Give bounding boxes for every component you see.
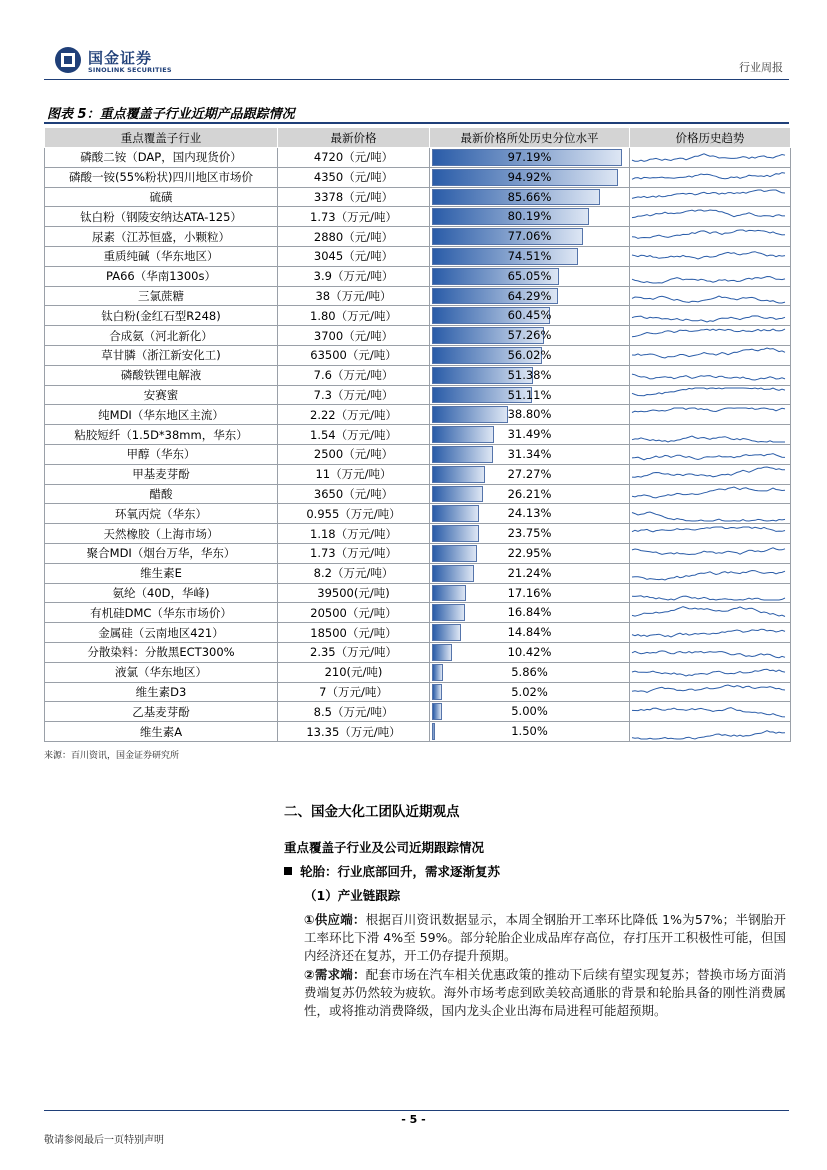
percentile-cell — [430, 524, 630, 544]
percentile-label: 22.95% — [507, 545, 552, 560]
table-row — [45, 662, 791, 682]
figure-title: 图表 5：重点覆盖子行业近期产品跟踪情况 — [47, 107, 295, 122]
sparkline — [630, 287, 788, 305]
sparkline — [630, 624, 788, 642]
product-name: 钛白粉（钢陵安纳达ATA-125） — [45, 207, 278, 227]
product-name: 甲醇（华东） — [45, 444, 278, 464]
table-row — [45, 345, 791, 365]
sparkline-path — [632, 629, 785, 637]
sparkline-path — [632, 388, 785, 396]
percentile-cell — [430, 286, 630, 306]
price-trend-cell — [630, 722, 791, 742]
table-row — [45, 603, 791, 623]
price-trend-cell — [630, 246, 791, 266]
percentile-cell — [430, 484, 630, 504]
latest-price: 210(元/吨) — [278, 662, 430, 682]
sparkline — [630, 703, 788, 721]
percentile-label: 31.34% — [507, 446, 552, 461]
table-row — [45, 623, 791, 643]
sparkline — [630, 426, 788, 444]
sparkline-path — [632, 252, 785, 259]
demand-text: 配套市场在汽车相关优惠政策的推动下后续有望实现复苏；替换市场方面消费端复苏仍然较为疲软。海外市场考虑到欧美较高通胀的背景和轮胎具备的刚性消费属性，或将推动消费降级，国内龙头企业出海布局进程可能超预期。 — [304, 967, 786, 1018]
sparkline-path — [632, 436, 785, 442]
table-row — [45, 563, 791, 583]
product-name: 尿素（江苏恒盛，小颗粒） — [45, 227, 278, 247]
table-row — [45, 504, 791, 524]
price-trend-cell — [630, 227, 791, 247]
latest-price: 2880（元/吨） — [278, 227, 430, 247]
sparkline-path — [632, 296, 785, 303]
supply-paragraph — [304, 911, 786, 965]
percentile-label: 77.06% — [507, 229, 552, 244]
demand-label: ②需求端： — [304, 967, 366, 982]
price-trend-cell — [630, 484, 791, 504]
percentile-label: 17.16% — [507, 585, 552, 600]
percentile-label: 85.66% — [507, 189, 552, 204]
percentile-cell — [430, 385, 630, 405]
sparkline-path — [632, 316, 785, 322]
latest-price: 1.80（万元/吨） — [278, 306, 430, 326]
table-row — [45, 266, 791, 286]
percentile-cell — [430, 227, 630, 247]
product-name: 维生素E — [45, 563, 278, 583]
sparkline-path — [632, 651, 785, 658]
percentile-cell — [430, 187, 630, 207]
sparkline-path — [632, 190, 785, 198]
sparkline — [630, 643, 788, 661]
latest-price: 4720（元/吨） — [278, 148, 430, 168]
figure-source: 来源：百川资讯，国金证券研究所 — [44, 751, 180, 761]
logo-text-en: SINOLINK SECURITIES — [88, 66, 172, 74]
percentile-label: 26.21% — [507, 486, 552, 501]
percentile-cell — [430, 246, 630, 266]
sparkline-path — [632, 571, 785, 581]
price-trend-cell — [630, 365, 791, 385]
sparkline — [630, 505, 788, 523]
percentile-label: 24.13% — [507, 506, 552, 521]
price-trend-cell — [630, 583, 791, 603]
sparkline — [630, 148, 788, 166]
table-row — [45, 405, 791, 425]
sparkline — [630, 188, 788, 206]
product-name: 液氯（华东地区） — [45, 662, 278, 682]
sparkline-path — [632, 154, 785, 162]
sparkline — [630, 406, 788, 424]
percentile-cell — [430, 662, 630, 682]
sparkline-path — [632, 685, 785, 692]
percentile-label: 16.84% — [507, 605, 552, 620]
percentile-cell — [430, 425, 630, 445]
percentile-label: 5.00% — [511, 704, 548, 719]
percentile-label: 74.51% — [507, 248, 552, 263]
sparkline-path — [632, 173, 785, 180]
percentile-label: 5.02% — [511, 684, 548, 699]
price-trend-cell — [630, 682, 791, 702]
sparkline — [630, 663, 788, 681]
price-trend-cell — [630, 464, 791, 484]
table-row — [45, 543, 791, 563]
col-header-percentile: 最新价格所处历史分位水平 — [430, 128, 630, 148]
table-row — [45, 583, 791, 603]
product-tracking-table — [44, 127, 791, 742]
latest-price: 4350（元/吨） — [278, 167, 430, 187]
figure-divider — [44, 122, 789, 124]
sparkline — [630, 604, 788, 622]
percentile-label: 1.50% — [511, 724, 548, 739]
sparkline-path — [632, 210, 785, 218]
col-header-trend: 价格历史趋势 — [630, 128, 791, 148]
sparkline-path — [632, 277, 785, 284]
latest-price: 8.2（万元/吨） — [278, 563, 430, 583]
percentile-label: 51.38% — [507, 367, 552, 382]
table-row — [45, 524, 791, 544]
price-trend-cell — [630, 425, 791, 445]
percentile-cell — [430, 266, 630, 286]
table-row — [45, 365, 791, 385]
footer-divider — [44, 1110, 789, 1111]
percentile-cell — [430, 207, 630, 227]
percentile-cell — [430, 543, 630, 563]
table-row — [45, 682, 791, 702]
sparkline-path — [632, 348, 785, 358]
latest-price: 18500（元/吨） — [278, 623, 430, 643]
latest-price: 2500（元/吨） — [278, 444, 430, 464]
percentile-label: 64.29% — [507, 288, 552, 303]
percentile-label: 51.11% — [507, 387, 552, 402]
latest-price: 20500（元/吨） — [278, 603, 430, 623]
price-trend-cell — [630, 504, 791, 524]
percentile-cell — [430, 444, 630, 464]
percentile-cell — [430, 603, 630, 623]
sparkline — [630, 327, 788, 345]
col-header-price: 最新价格 — [278, 128, 430, 148]
sparkline — [630, 346, 788, 364]
sparkline-path — [632, 467, 785, 477]
percentile-cell — [430, 167, 630, 187]
page-number: - 5 - — [401, 1113, 426, 1126]
table-row — [45, 148, 791, 168]
percentile-label: 5.86% — [511, 664, 548, 679]
sparkline-path — [632, 230, 785, 238]
percentile-cell — [430, 702, 630, 722]
price-trend-cell — [630, 623, 791, 643]
price-trend-cell — [630, 148, 791, 168]
sparkline — [630, 228, 788, 246]
product-name: 钛白粉(金红石型R248) — [45, 306, 278, 326]
latest-price: 7（万元/吨） — [278, 682, 430, 702]
sparkline-path — [632, 707, 785, 716]
sparkline — [630, 208, 788, 226]
percentile-label: 27.27% — [507, 466, 552, 481]
sparkline — [630, 267, 788, 285]
percentile-cell — [430, 326, 630, 346]
percentile-cell — [430, 642, 630, 662]
product-name: 纯MDI（华东地区主流） — [45, 405, 278, 425]
product-name: 三氯蔗糖 — [45, 286, 278, 306]
latest-price: 1.73（万元/吨） — [278, 543, 430, 563]
price-trend-cell — [630, 326, 791, 346]
sparkline-path — [632, 454, 785, 460]
table-row — [45, 246, 791, 266]
percentile-label: 65.05% — [507, 268, 552, 283]
price-trend-cell — [630, 266, 791, 286]
product-name: 乙基麦芽酚 — [45, 702, 278, 722]
percentile-label: 23.75% — [507, 526, 552, 541]
product-name: 磷酸铁锂电解液 — [45, 365, 278, 385]
sparkline-path — [632, 527, 785, 532]
latest-price: 3700（元/吨） — [278, 326, 430, 346]
sparkline-path — [632, 730, 785, 738]
percentile-cell — [430, 682, 630, 702]
sparkline-path — [632, 374, 785, 380]
percentile-cell — [430, 345, 630, 365]
percentile-label: 57.26% — [507, 328, 552, 343]
latest-price: 11（万元/吨） — [278, 464, 430, 484]
sparkline — [630, 247, 788, 265]
demand-paragraph — [304, 966, 786, 1020]
price-trend-cell — [630, 405, 791, 425]
product-name: 甲基麦芽酚 — [45, 464, 278, 484]
sparkline — [630, 564, 788, 582]
latest-price: 63500（元/吨） — [278, 345, 430, 365]
percentile-cell — [430, 464, 630, 484]
latest-price: 7.3（万元/吨） — [278, 385, 430, 405]
product-name: 维生素D3 — [45, 682, 278, 702]
sparkline — [630, 525, 788, 543]
supply-text: 根据百川资讯数据显示，本周全钢胎开工率环比降低 1%为57%；半钢胎开工率环比下滑 4%至 59%。部分轮胎企业成品库存高位，存打压开工积极性可能，但国内经济还在复苏，开工仍存提升预期。 — [304, 912, 786, 963]
price-trend-cell — [630, 207, 791, 227]
price-trend-cell — [630, 167, 791, 187]
table-row — [45, 167, 791, 187]
percentile-label: 31.49% — [507, 427, 552, 442]
sparkline — [630, 485, 788, 503]
latest-price: 3378（元/吨） — [278, 187, 430, 207]
sparkline — [630, 307, 788, 325]
sparkline-path — [632, 596, 785, 600]
percentile-label: 14.84% — [507, 625, 552, 640]
percentile-cell — [430, 405, 630, 425]
sparkline-path — [632, 606, 785, 616]
percentile-cell — [430, 623, 630, 643]
percentile-label: 21.24% — [507, 565, 552, 580]
latest-price: 1.54（万元/吨） — [278, 425, 430, 445]
sparkline — [630, 445, 788, 463]
product-name: 粘胶短纤（1.5D*38mm，华东） — [45, 425, 278, 445]
price-trend-cell — [630, 543, 791, 563]
price-trend-cell — [630, 306, 791, 326]
sparkline-path — [632, 408, 785, 413]
table-row — [45, 444, 791, 464]
price-trend-cell — [630, 662, 791, 682]
sparkline — [630, 584, 788, 602]
table-row — [45, 642, 791, 662]
table-row — [45, 484, 791, 504]
price-trend-cell — [630, 187, 791, 207]
percentile-cell — [430, 722, 630, 742]
sparkline-path — [632, 669, 785, 676]
percentile-cell — [430, 148, 630, 168]
price-trend-cell — [630, 563, 791, 583]
sparkline-path — [632, 512, 785, 521]
sparkline-path — [632, 329, 785, 337]
percentile-label: 56.02% — [507, 347, 552, 362]
price-trend-cell — [630, 444, 791, 464]
product-name: 硫磺 — [45, 187, 278, 207]
product-name: 天然橡胶（上海市场） — [45, 524, 278, 544]
product-name: 醋酸 — [45, 484, 278, 504]
table-row — [45, 702, 791, 722]
product-name: 安赛蜜 — [45, 385, 278, 405]
price-trend-cell — [630, 286, 791, 306]
footer-disclaimer: 敬请参阅最后一页特别声明 — [44, 1135, 164, 1146]
latest-price: 13.35（万元/吨） — [278, 722, 430, 742]
price-trend-cell — [630, 702, 791, 722]
product-name: 磷酸二铵（DAP，国内现货价） — [45, 148, 278, 168]
latest-price: 0.955（万元/吨） — [278, 504, 430, 524]
table-row — [45, 286, 791, 306]
product-name: 维生素A — [45, 722, 278, 742]
product-name: 草甘膦（浙江新安化工) — [45, 345, 278, 365]
percentile-cell — [430, 306, 630, 326]
product-name: 重质纯碱（华东地区） — [45, 246, 278, 266]
percentile-cell — [430, 583, 630, 603]
latest-price: 3.9（万元/吨） — [278, 266, 430, 286]
percentile-label: 80.19% — [507, 209, 552, 224]
section-subtitle: 重点覆盖子行业及公司近期跟踪情况 — [284, 840, 485, 855]
table-row — [45, 464, 791, 484]
latest-price: 1.18（万元/吨） — [278, 524, 430, 544]
sparkline — [630, 465, 788, 483]
table-row — [45, 306, 791, 326]
product-name: 分散染料：分散黑ECT300% — [45, 642, 278, 662]
sparkline-path — [632, 548, 785, 555]
price-trend-cell — [630, 345, 791, 365]
latest-price: 39500(元/吨) — [278, 583, 430, 603]
latest-price: 2.22（万元/吨） — [278, 405, 430, 425]
product-name: 有机硅DMC（华东市场价） — [45, 603, 278, 623]
sparkline — [630, 366, 788, 384]
item-heading: （1）产业链跟踪 — [304, 888, 401, 903]
square-bullet-icon — [284, 867, 292, 875]
percentile-label: 94.92% — [507, 169, 552, 184]
table-row — [45, 425, 791, 445]
table-row — [45, 207, 791, 227]
product-name: PA66（华南1300s） — [45, 266, 278, 286]
product-name: 磷酸一铵(55%粉状)四川地区市场价 — [45, 167, 278, 187]
product-name: 合成氨（河北新化） — [45, 326, 278, 346]
percentile-label: 60.45% — [507, 308, 552, 323]
percentile-cell — [430, 365, 630, 385]
product-name: 金属硅（云南地区421） — [45, 623, 278, 643]
table-row — [45, 187, 791, 207]
latest-price: 3650（元/吨） — [278, 484, 430, 504]
price-trend-cell — [630, 642, 791, 662]
bullet-heading — [284, 862, 500, 880]
page-header — [44, 40, 789, 80]
product-name: 氨纶（40D，华峰) — [45, 583, 278, 603]
sparkline — [630, 683, 788, 701]
sparkline — [630, 386, 788, 404]
table-row — [45, 227, 791, 247]
latest-price: 8.5（万元/吨） — [278, 702, 430, 722]
sparkline — [630, 723, 788, 741]
col-header-industry: 重点覆盖子行业 — [45, 128, 278, 148]
percentile-label: 10.42% — [507, 644, 552, 659]
sinolink-logo-icon — [54, 46, 82, 74]
supply-label: ①供应端： — [304, 912, 366, 927]
table-row — [45, 326, 791, 346]
table-row — [45, 385, 791, 405]
bullet-text: 轮胎：行业底部回升，需求逐渐复苏 — [300, 864, 501, 879]
table-row — [45, 722, 791, 742]
latest-price: 38（万元/吨） — [278, 286, 430, 306]
logo-text-cn: 国金证券 — [88, 49, 153, 67]
price-trend-cell — [630, 385, 791, 405]
latest-price: 7.6（万元/吨） — [278, 365, 430, 385]
sparkline — [630, 544, 788, 562]
sparkline — [630, 168, 788, 186]
sparkline-path — [632, 487, 785, 498]
latest-price: 2.35（万元/吨） — [278, 642, 430, 662]
percentile-cell — [430, 563, 630, 583]
latest-price: 1.73（万元/吨） — [278, 207, 430, 227]
table-header-row — [45, 128, 791, 148]
price-trend-cell — [630, 603, 791, 623]
section-title: 二、国金大化工团队近期观点 — [284, 804, 460, 820]
product-name: 聚合MDI（烟台万华，华东） — [45, 543, 278, 563]
report-type: 行业周报 — [739, 61, 783, 74]
price-trend-cell — [630, 524, 791, 544]
latest-price: 3045（元/吨） — [278, 246, 430, 266]
percentile-label: 97.19% — [507, 150, 552, 164]
percentile-label: 38.80% — [507, 407, 552, 422]
percentile-cell — [430, 504, 630, 524]
product-name: 环氧丙烷（华东） — [45, 504, 278, 524]
